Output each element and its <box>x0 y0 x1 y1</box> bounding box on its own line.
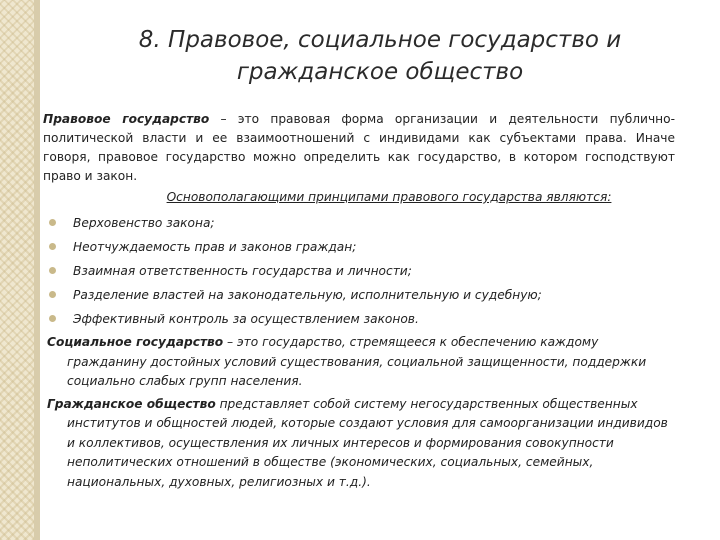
term-civil-society: Гражданское общество <box>47 396 216 411</box>
paragraph-civil-society <box>43 395 675 493</box>
slide-title <box>60 24 700 88</box>
bullet-icon <box>49 243 56 250</box>
principles-heading: Основополагающими принципами правового государства являются: <box>166 190 612 204</box>
bullet-icon <box>49 291 56 298</box>
principle-text: Неотчуждаемость прав и законов граждан; <box>73 240 357 254</box>
definition-legal-state: – это правовая форма организации и деятельности публично-политической власти и ее взаимоотношений с индивидами как субъектами права. Иначе говоря, правовое государство можно определить как государство, в котором господствуют право и закон. <box>43 112 676 183</box>
list-item <box>43 211 675 235</box>
bullet-icon <box>49 315 56 322</box>
principle-text: Верховенство закона; <box>73 216 215 230</box>
definition-civil-society: представляет собой систему негосударственных общественных институтов и общностей людей, которые создают условия для самоорганизации индивидов и коллективов, осуществления их личных интересов и формирования совокупности неполитических отношений в обществе (экономических, социальных, семейных, национальных, духовных, религиозных и т.д.). <box>67 396 668 489</box>
list-item <box>43 283 675 307</box>
list-item <box>43 307 675 331</box>
bullet-icon <box>49 219 56 226</box>
decorative-left-stripe <box>0 0 34 540</box>
principles-list <box>43 211 675 331</box>
principle-text: Разделение властей на законодательную, исполнительную и судебную; <box>73 288 542 302</box>
term-legal-state: Правовое государство <box>43 112 210 126</box>
slide-body <box>43 110 675 492</box>
list-item <box>43 259 675 283</box>
bullet-icon <box>49 267 56 274</box>
paragraph-legal-state <box>43 110 675 186</box>
title-line-2: гражданское общество <box>236 59 524 85</box>
decorative-left-bar <box>34 0 40 540</box>
definition-social-state: – это государство, стремящееся к обеспечению каждому гражданину достойных условий существования, социальной защищенности, поддержки социально слабых групп населения. <box>67 335 647 388</box>
term-social-state: Социальное государство <box>47 335 224 349</box>
title-line-1: 8. Правовое, социальное государство и <box>138 27 622 53</box>
list-item <box>43 235 675 259</box>
principle-text: Взаимная ответственность государства и личности; <box>73 264 412 278</box>
paragraph-social-state <box>43 333 675 392</box>
principle-text: Эффективный контроль за осуществлением законов. <box>73 312 419 326</box>
